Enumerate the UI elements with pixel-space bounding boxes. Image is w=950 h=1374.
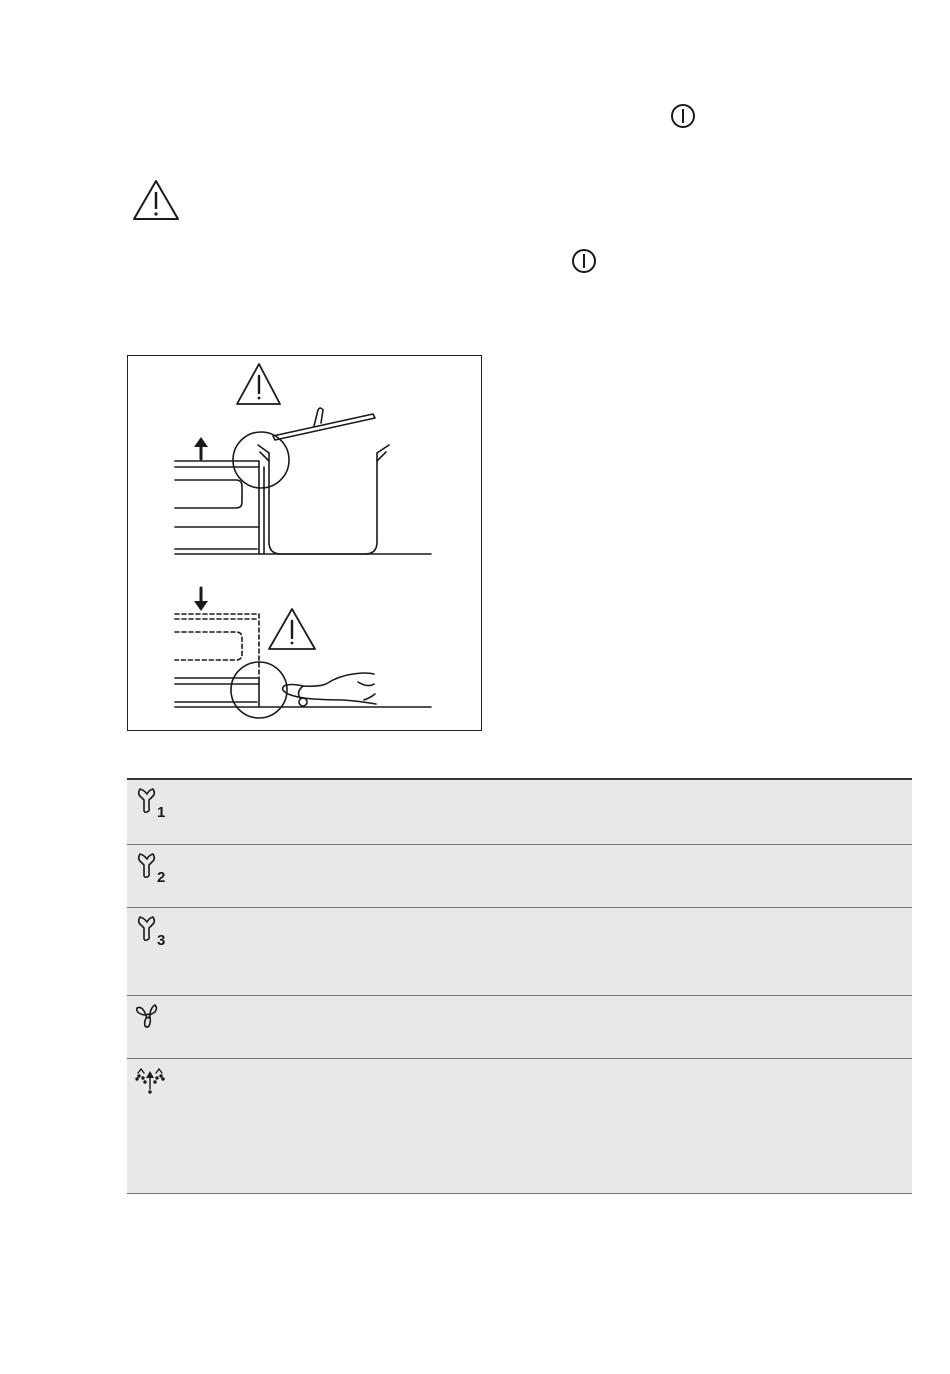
table-row <box>127 908 912 996</box>
arrow-down-icon <box>194 588 208 611</box>
fan-icon <box>133 914 169 949</box>
power-icon <box>571 248 597 274</box>
fan-icon <box>133 786 169 821</box>
arrow-up-icon <box>194 437 208 459</box>
table-row <box>127 996 912 1059</box>
hob-safety-illustration <box>127 355 482 731</box>
breeze-mode-icon <box>133 1065 169 1095</box>
power-icon <box>670 103 696 129</box>
warning-triangle-icon <box>131 178 181 222</box>
fan-speed-table <box>127 778 912 1194</box>
fan-level-label: 1 <box>157 804 166 821</box>
fan-intensive-icon <box>133 1002 169 1032</box>
table-row <box>127 1059 912 1194</box>
fan-level-label: 2 <box>157 869 166 886</box>
table-row <box>127 780 912 845</box>
table-row <box>127 845 912 908</box>
fan-level-label: 3 <box>157 932 166 949</box>
fan-icon <box>133 851 169 886</box>
